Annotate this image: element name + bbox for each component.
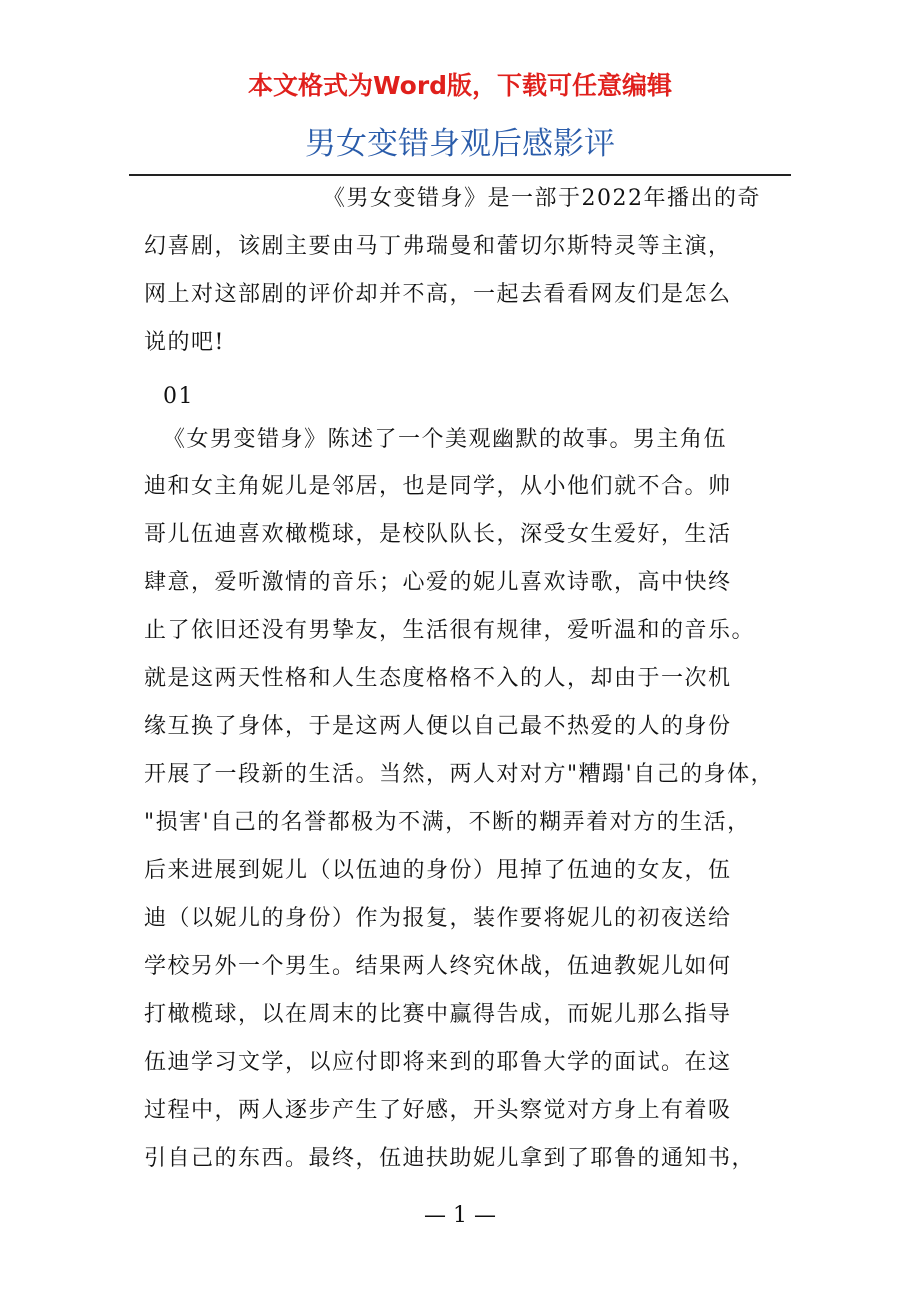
download-notice: 本文格式为Word版，下载可任意编辑 <box>247 71 673 100</box>
body-line: 过程中，两人逐步产生了好感，开头察觉对方身上有着吸 <box>144 1098 732 1123</box>
document-title: 男女变错身观后感影评 <box>305 126 615 162</box>
body-line: 伍迪学习文学，以应付即将来到的耶鲁大学的面试。在这 <box>144 1050 732 1075</box>
body-line: 网上对这部剧的评价却并不高，一起去看看网友们是怎么 <box>144 282 732 307</box>
body-line: 哥儿伍迪喜欢橄榄球，是校队队长，深受女生爱好，生活 <box>144 522 732 547</box>
body-line: 《男女变错身》是一部于2022年播出的奇 <box>323 186 761 211</box>
body-line: 引自己的东西。最终，伍迪扶助妮儿拿到了耶鲁的通知书， <box>144 1146 756 1171</box>
body-line: 学校另外一个男生。结果两人终究休战，伍迪教妮儿如何 <box>144 954 732 979</box>
body-line: 开展了一段新的生活。当然，两人对对方"糟蹋'自己的身体， <box>144 762 775 787</box>
body-line: 说的吧! <box>144 330 225 355</box>
body-line: 肆意，爱听激情的音乐；心爱的妮儿喜欢诗歌，高中快终 <box>144 570 732 595</box>
body-line: 《女男变错身》陈述了一个美观幽默的故事。男主角伍 <box>163 427 728 452</box>
body-line: 就是这两天性格和人生态度格格不入的人，却由于一次机 <box>144 666 732 691</box>
body-line: "损害'自己的名誉都极为不满，不断的糊弄着对方的生活， <box>144 810 751 835</box>
body-line: 止了依旧还没有男挚友，生活很有规律，爱听温和的音乐。 <box>144 618 756 643</box>
body-line: 后来进展到妮儿（以伍迪的身份）甩掉了伍迪的女友，伍 <box>144 858 732 883</box>
section-number: 01 <box>163 384 194 409</box>
body-line: 迪（以妮儿的身份）作为报复，装作要将妮儿的初夜送给 <box>144 906 732 931</box>
body-line: 迪和女主角妮儿是邻居，也是同学，从小他们就不合。帅 <box>144 474 732 499</box>
title-divider <box>129 174 791 176</box>
body-line: 缘互换了身体，于是这两人便以自己最不热爱的人的身份 <box>144 714 732 739</box>
body-line: 打橄榄球，以在周末的比赛中赢得告成，而妮儿那么指导 <box>144 1002 732 1027</box>
page-number: — 1 — <box>424 1203 496 1228</box>
body-line: 幻喜剧，该剧主要由马丁弗瑞曼和蕾切尔斯特灵等主演， <box>144 234 732 259</box>
